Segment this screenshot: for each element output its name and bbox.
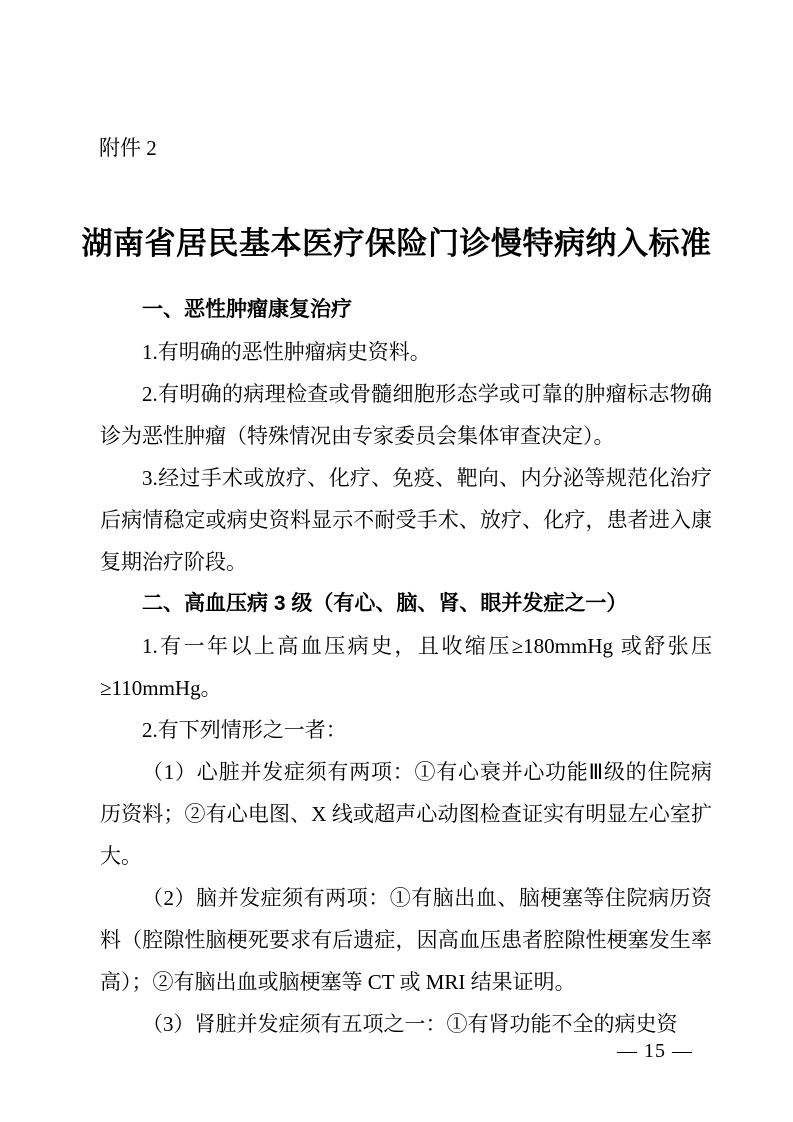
paragraph: 1.有一年以上高血压病史，且收缩压≥180mmHg 或舒张压≥110mmHg。 <box>100 634 712 700</box>
attachment-label: 附件 2 <box>99 136 157 160</box>
paragraph: 2.有下列情形之一者： <box>142 718 347 742</box>
paragraph: 2.有明确的病理检查或骨髓细胞形态学或可靠的肿瘤标志物确诊为恶性肿瘤（特殊情况由专家委员会集体审查决定）。 <box>100 382 712 448</box>
section-heading-1: 一、恶性肿瘤康复治疗 <box>142 298 352 321</box>
page-number: — 15 — <box>617 1040 693 1062</box>
paragraph: （2）脑并发症须有两项：①有脑出血、脑梗塞等住院病历资料（腔隙性脑梗死要求有后遗症，因高血压患者腔隙性梗塞发生率高）；②有脑出血或脑梗塞等 CT 或 MRI 结果证明。 <box>100 886 712 994</box>
paragraph: （3）肾脏并发症须有五项之一：①有肾功能不全的病史资 <box>142 1012 678 1036</box>
section-heading-2: 二、高血压病 3 级（有心、脑、肾、眼并发症之一） <box>142 592 628 615</box>
document-body <box>100 289 712 1045</box>
paragraph: 3.经过手术或放疗、化疗、免疫、靶向、内分泌等规范化治疗后病情稳定或病史资料显示不耐受手术、放疗、化疗，患者进入康复期治疗阶段。 <box>100 466 712 574</box>
paragraph: 1.有明确的恶性肿瘤病史资料。 <box>142 340 431 364</box>
paragraph: （1）心脏并发症须有两项：①有心衰并心功能Ⅲ级的住院病历资料；②有心电图、X 线或超声心动图检查证实有明显左心室扩大。 <box>100 760 712 868</box>
document-title: 湖南省居民基本医疗保险门诊慢特病纳入标准 <box>81 225 712 261</box>
